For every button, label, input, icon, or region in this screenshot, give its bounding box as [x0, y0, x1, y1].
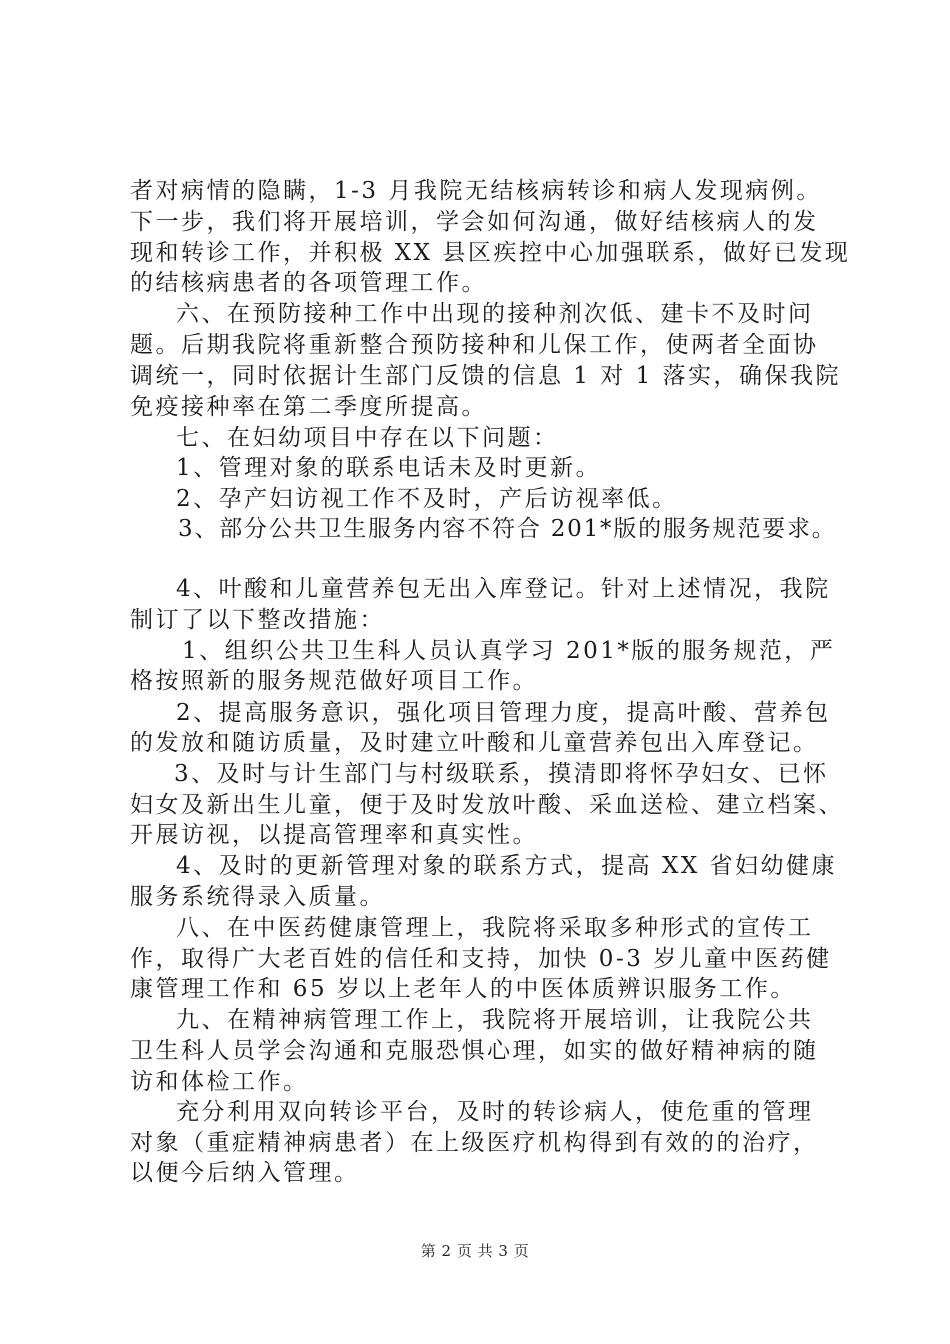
paragraph-line: 作，取得广大老百姓的信任和支持，加快 0-3 岁儿童中医药健 [130, 946, 832, 972]
paragraph-line: 开展访视，以提高管理率和真实性。 [130, 822, 538, 848]
paragraph-line: 题。后期我院将重新整合预防接种和儿保工作，使两者全面协 [130, 332, 819, 358]
paragraph-line: 现和转诊工作，并积极 XX 县区疾控中心加强联系，做好已发现 [130, 240, 851, 266]
paragraph-line: 1、组织公共卫生科人员认真学习 201*版的服务规范，严 [182, 638, 836, 664]
paragraph-line: 格按照新的服务规范做好项目工作。 [130, 668, 538, 694]
paragraph-line: 调统一，同时依据计生部门反馈的信息 1 对 1 落实，确保我院 [130, 363, 842, 389]
page-footer: 第 2 页 共 3 页 [420, 1242, 530, 1260]
paragraph-line: 六、在预防接种工作中出现的接种剂次低、建卡不及时问 [176, 301, 814, 327]
paragraph-line: 康管理工作和 65 岁以上老年人的中医体质辨识服务工作。 [130, 976, 796, 1002]
paragraph-line: 制订了以下整改措施： [130, 607, 385, 633]
paragraph-line: 免疫接种率在第二季度所提高。 [130, 394, 487, 420]
paragraph-line: 1、管理对象的联系电话未及时更新。 [176, 455, 602, 481]
paragraph-line: 4、叶酸和儿童营养包无出入库登记。针对上述情况，我院 [176, 576, 831, 602]
paragraph-line: 卫生科人员学会沟通和克服恐惧心理，如实的做好精神病的随 [130, 1038, 819, 1064]
paragraph-line: 九、在精神病管理工作上，我院将开展培训，让我院公共 [176, 1007, 814, 1033]
paragraph-line: 3、部分公共卫生服务内容不符合 201*版的服务规范要求。 [178, 516, 837, 542]
paragraph-line: 服务系统得录入质量。 [130, 884, 385, 910]
paragraph-line: 者对病情的隐瞒，1-3 月我院无结核病转诊和病人发现病例。 [130, 178, 822, 204]
paragraph-line: 的发放和随访质量，及时建立叶酸和儿童营养包出入库登记。 [130, 730, 819, 756]
paragraph-line: 妇女及新出生儿童，便于及时发放叶酸、采血送检、建立档案、 [130, 792, 844, 818]
paragraph-line: 以便今后纳入管理。 [130, 1160, 360, 1186]
paragraph-line: 七、在妇幼项目中存在以下问题： [176, 425, 559, 451]
paragraph-line: 的结核病患者的各项管理工作。 [130, 270, 487, 296]
paragraph-line: 八、在中医药健康管理上，我院将采取多种形式的宣传工 [176, 915, 814, 941]
paragraph-line: 2、孕产妇访视工作不及时，产后访视率低。 [176, 486, 678, 512]
paragraph-line: 访和体检工作。 [130, 1069, 309, 1095]
paragraph-line: 3、及时与计生部门与村级联系，摸清即将怀孕妇女、已怀 [174, 761, 829, 787]
paragraph-line: 对象（重症精神病患者）在上级医疗机构得到有效的的治疗， [130, 1130, 819, 1156]
paragraph-line: 充分利用双向转诊平台，及时的转诊病人，使危重的管理 [176, 1099, 814, 1125]
paragraph-line: 下一步，我们将开展培训，学会如何沟通，做好结核病人的发 [130, 209, 819, 235]
paragraph-line: 2、提高服务意识，强化项目管理力度，提高叶酸、营养包 [176, 700, 831, 726]
paragraph-line: 4、及时的更新管理对象的联系方式，提高 XX 省妇幼健康 [176, 853, 838, 879]
